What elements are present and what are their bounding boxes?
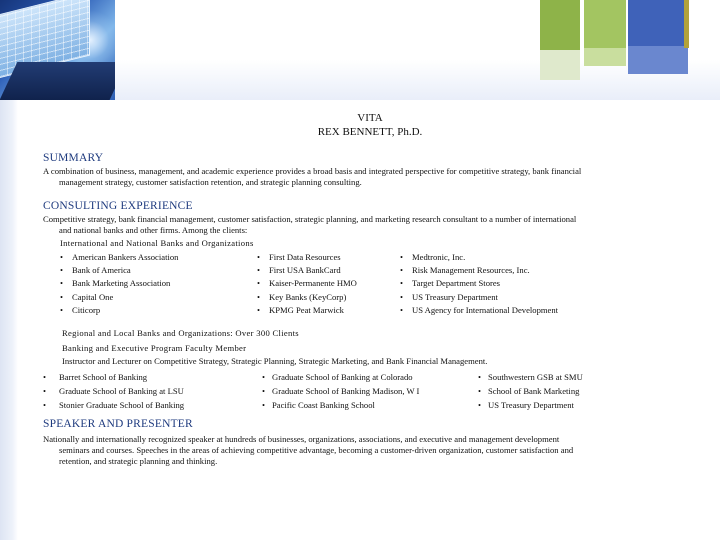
school-item: • Graduate School of Banking at Colorado — [262, 372, 413, 382]
summary-line: management strategy, customer satisfaction retention, and strategic planning consulting. — [59, 177, 362, 187]
consulting-paragraph — [43, 214, 683, 236]
school-item: • Southwestern GSB at SMU — [478, 372, 583, 382]
speaker-line: seminars and courses. Speeches in the areas of achieving competitive advantage, becoming a customer-driven organization, customer satisfaction and — [59, 445, 574, 455]
client-item: • Risk Management Resources, Inc. — [400, 265, 530, 275]
speaker-line: Nationally and internationally recognized speaker at hundreds of businesses, organizations, associations, and executive and management development — [43, 434, 560, 444]
summary-line: A combination of business, management, and academic experience provides a broad basis and integrated perspective for competitive strategy, bank financial — [43, 166, 582, 176]
instructor-line: Instructor and Lecturer on Competitive Strategy, Strategic Planning, Strategic Marketing, and Bank Financial Management. — [62, 356, 488, 366]
decor-square — [584, 48, 626, 66]
client-item: • Bank of America — [60, 265, 131, 275]
decor-square — [628, 0, 688, 46]
client-item: • First USA BankCard — [257, 265, 341, 275]
client-item: • Kaiser-Permanente HMO — [257, 278, 357, 288]
image-keyboard-plate — [0, 62, 115, 100]
summary-heading: SUMMARY — [43, 152, 104, 164]
consulting-line: Competitive strategy, bank financial management, customer satisfaction, strategic planning, and marketing research consultant to a number of international — [43, 214, 577, 224]
school-item: • School of Bank Marketing — [478, 386, 580, 396]
client-item: • American Bankers Association — [60, 252, 179, 262]
client-item: • Capital One — [60, 292, 114, 302]
decor-square — [540, 0, 580, 50]
client-item: • Medtronic, Inc. — [400, 252, 466, 262]
school-item: • Graduate School of Banking at LSU — [43, 386, 184, 396]
regional-heading: Regional and Local Banks and Organizations: Over 300 Clients — [62, 328, 299, 338]
consulting-line: and national banks and other firms. Among the clients: — [59, 225, 248, 235]
school-item: • Pacific Coast Banking School — [262, 400, 375, 410]
client-item: • First Data Resources — [257, 252, 341, 262]
client-item: • Bank Marketing Association — [60, 278, 171, 288]
client-item: • US Treasury Department — [400, 292, 498, 302]
consulting-heading: CONSULTING EXPERIENCE — [43, 200, 193, 212]
school-item: • Stonier Graduate School of Banking — [43, 400, 185, 410]
school-item: • Barret School of Banking — [43, 372, 148, 382]
client-item: • US Agency for International Development — [400, 305, 559, 315]
international-heading: International and National Banks and Organizations — [60, 238, 254, 248]
decor-vertical-line — [684, 0, 689, 48]
computer-screen-image — [0, 0, 115, 100]
summary-paragraph — [43, 166, 683, 188]
person-name: REX BENNETT, Ph.D. — [317, 126, 423, 138]
document-title: VITA — [357, 112, 383, 124]
client-item: • Key Banks (KeyCorp) — [257, 292, 347, 302]
decor-square — [540, 50, 580, 80]
faculty-member-heading: Banking and Executive Program Faculty Member — [62, 343, 247, 353]
client-item: • Citicorp — [60, 305, 101, 315]
client-item: • KPMG Peat Marwick — [257, 305, 344, 315]
decor-square — [628, 46, 688, 74]
school-item: • US Treasury Department — [478, 400, 574, 410]
school-item: • Graduate School of Banking Madison, W I — [262, 386, 420, 396]
speaker-heading: SPEAKER AND PRESENTER — [43, 418, 193, 430]
left-decorative-strip — [0, 100, 18, 540]
decor-square — [584, 0, 626, 48]
speaker-line: retention, and strategic planning and thinking. — [59, 456, 218, 466]
client-item: • Target Department Stores — [400, 278, 501, 288]
speaker-paragraph — [43, 434, 683, 467]
